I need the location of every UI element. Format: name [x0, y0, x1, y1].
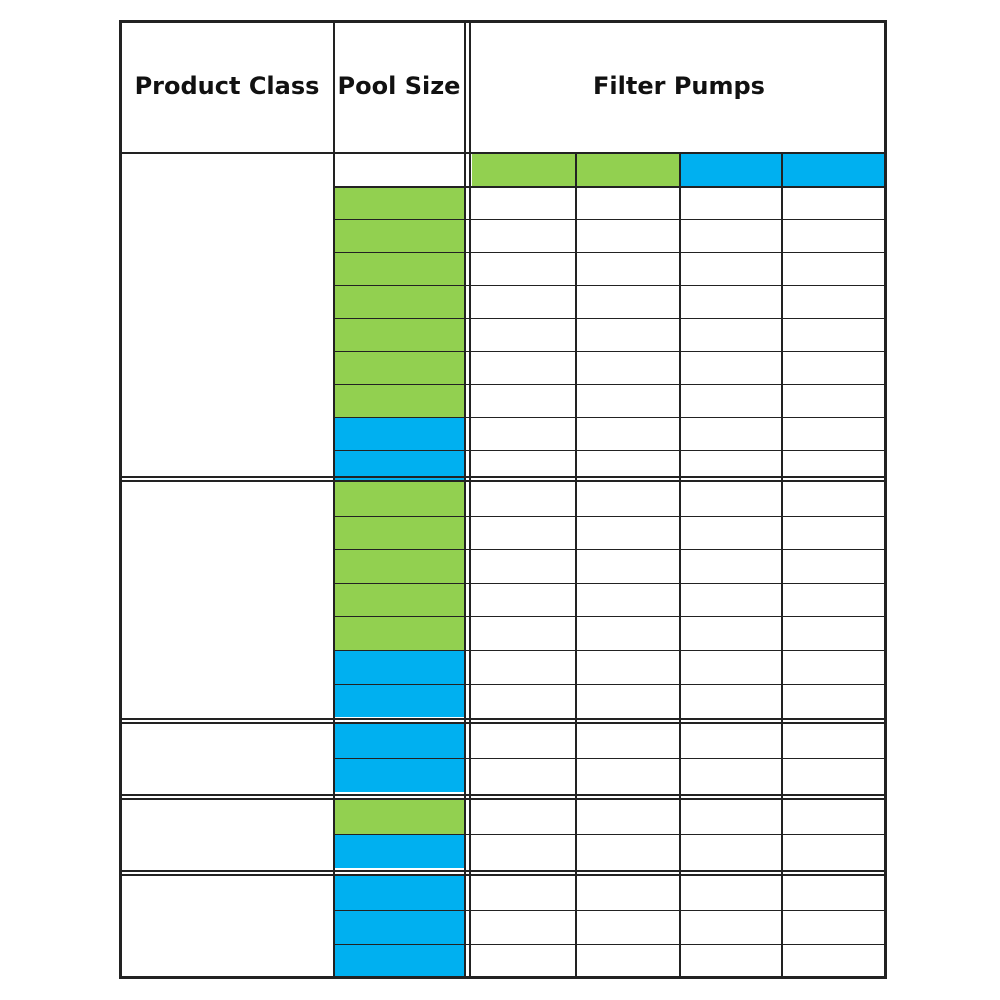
compat-mark — [680, 516, 782, 550]
compat-mark — [472, 252, 576, 285]
pump-header-3 — [782, 152, 886, 186]
compat-mark — [680, 650, 782, 684]
group-separator-top — [120, 476, 886, 478]
compat-mark — [680, 583, 782, 617]
row-divider — [334, 318, 886, 319]
row-divider — [334, 616, 886, 617]
compat-mark — [576, 800, 680, 834]
compat-mark — [782, 758, 886, 792]
compat-mark — [576, 583, 680, 617]
pool-size-cell — [334, 724, 464, 758]
compat-mark — [680, 910, 782, 944]
row-divider — [334, 944, 886, 945]
compat-mark — [576, 384, 680, 417]
compat-mark — [576, 252, 680, 285]
pool-size-cell — [334, 758, 464, 792]
pool-size-cell — [334, 186, 464, 219]
pool-size-cell — [334, 834, 464, 868]
row-divider — [334, 758, 886, 759]
compat-mark — [472, 684, 576, 718]
compat-mark — [472, 583, 576, 617]
size-column-border — [464, 20, 466, 979]
pool-size-cell — [334, 417, 464, 450]
compat-mark — [680, 285, 782, 318]
compat-mark — [472, 285, 576, 318]
compat-mark — [472, 650, 576, 684]
compat-mark — [680, 219, 782, 252]
compat-mark — [782, 450, 886, 483]
row-divider — [334, 351, 886, 352]
compat-mark — [472, 384, 576, 417]
compat-mark — [576, 616, 680, 650]
compat-mark — [576, 219, 680, 252]
pool-size-cell — [334, 482, 464, 516]
compat-mark — [472, 876, 576, 910]
compat-mark — [576, 516, 680, 550]
compat-mark — [782, 684, 886, 718]
row-divider — [334, 219, 886, 220]
compat-mark — [472, 417, 576, 450]
compat-mark — [680, 758, 782, 792]
compat-mark — [680, 876, 782, 910]
compat-mark — [680, 724, 782, 758]
compat-mark — [680, 684, 782, 718]
subheader-bottom-border — [334, 186, 886, 188]
pool-size-cell — [334, 684, 464, 718]
compat-mark — [576, 351, 680, 384]
compat-mark — [576, 910, 680, 944]
row-divider — [334, 650, 886, 651]
group-separator-bottom — [120, 480, 886, 482]
compat-mark — [782, 944, 886, 978]
pool-size-cell — [334, 516, 464, 550]
pool-size-cell — [334, 944, 464, 978]
compat-mark — [680, 549, 782, 583]
pool-size-cell — [334, 876, 464, 910]
compat-mark — [680, 186, 782, 219]
group-separator-bottom — [120, 874, 886, 876]
compat-mark — [472, 482, 576, 516]
outer-right-border — [884, 20, 887, 979]
header-bottom-border — [120, 152, 886, 154]
compat-mark — [782, 549, 886, 583]
compat-mark — [782, 318, 886, 351]
compat-mark — [472, 186, 576, 219]
compat-mark — [576, 285, 680, 318]
pool-size-cell — [334, 910, 464, 944]
compat-mark — [782, 186, 886, 219]
row-divider — [334, 516, 886, 517]
class-column-border — [333, 20, 335, 979]
group-separator-bottom — [120, 798, 886, 800]
row-divider — [334, 417, 886, 418]
product-class-header: Product Class — [134, 72, 320, 100]
row-divider — [334, 450, 886, 451]
compat-mark — [782, 351, 886, 384]
compat-mark — [472, 450, 576, 483]
size-column-double-border — [469, 20, 471, 979]
pool-size-cell — [334, 800, 464, 834]
compat-mark — [472, 800, 576, 834]
pool-size-header: Pool Size — [337, 72, 461, 100]
group-separator-top — [120, 718, 886, 720]
compat-mark — [782, 417, 886, 450]
compat-mark — [782, 724, 886, 758]
compat-mark — [576, 650, 680, 684]
pump-column-border — [679, 152, 681, 979]
compat-mark — [472, 910, 576, 944]
compat-mark — [472, 549, 576, 583]
row-divider — [334, 583, 886, 584]
pump-header-0 — [472, 152, 576, 186]
pump-header-2 — [680, 152, 782, 186]
compat-mark — [680, 450, 782, 483]
compat-mark — [782, 650, 886, 684]
compat-mark — [782, 252, 886, 285]
compat-mark — [576, 186, 680, 219]
compat-mark — [782, 583, 886, 617]
product-class-label — [120, 800, 334, 870]
compat-mark — [782, 285, 886, 318]
pool-size-cell — [334, 616, 464, 650]
pool-size-cell — [334, 318, 464, 351]
compat-mark — [680, 944, 782, 978]
compat-mark — [576, 549, 680, 583]
compat-mark — [576, 944, 680, 978]
row-divider — [334, 252, 886, 253]
product-class-label — [120, 724, 334, 794]
compat-mark — [782, 482, 886, 516]
row-divider — [334, 549, 886, 550]
compat-mark — [472, 834, 576, 868]
compat-mark — [472, 318, 576, 351]
compat-mark — [576, 876, 680, 910]
compat-mark — [680, 800, 782, 834]
compat-mark — [680, 482, 782, 516]
compat-mark — [472, 351, 576, 384]
compat-mark — [680, 417, 782, 450]
group-separator-top — [120, 870, 886, 872]
filter-pumps-header: Filter Pumps — [593, 72, 765, 100]
outer-top-border — [120, 20, 886, 23]
pump-column-border — [575, 152, 577, 979]
product-class-label — [120, 482, 334, 718]
compat-mark — [680, 384, 782, 417]
compat-mark — [472, 758, 576, 792]
compat-mark — [576, 318, 680, 351]
compat-mark — [680, 318, 782, 351]
outer-bottom-border — [120, 976, 886, 979]
pool-size-cell — [334, 450, 464, 483]
compat-mark — [782, 516, 886, 550]
product-class-label — [120, 152, 334, 476]
compat-mark — [472, 219, 576, 252]
row-divider — [334, 834, 886, 835]
pool-size-cell — [334, 549, 464, 583]
pool-size-cell — [334, 650, 464, 684]
compat-mark — [782, 384, 886, 417]
compat-mark — [576, 482, 680, 516]
compat-mark — [576, 684, 680, 718]
row-divider — [334, 910, 886, 911]
compat-mark — [680, 252, 782, 285]
outer-left-border — [119, 20, 122, 979]
compat-mark — [782, 910, 886, 944]
pump-header-1 — [576, 152, 680, 186]
compat-mark — [782, 876, 886, 910]
compat-mark — [472, 616, 576, 650]
group-separator-bottom — [120, 722, 886, 724]
compat-mark — [680, 351, 782, 384]
pool-size-cell — [334, 252, 464, 285]
product-class-label — [120, 876, 334, 979]
compat-mark — [472, 944, 576, 978]
row-divider — [334, 684, 886, 685]
pool-size-cell — [334, 219, 464, 252]
compat-mark — [680, 616, 782, 650]
row-divider — [334, 384, 886, 385]
pool-size-cell — [334, 384, 464, 417]
compat-mark — [576, 724, 680, 758]
compat-mark — [576, 450, 680, 483]
row-divider — [334, 285, 886, 286]
compat-mark — [472, 724, 576, 758]
pool-size-cell — [334, 583, 464, 617]
compat-mark — [782, 800, 886, 834]
compat-mark — [782, 834, 886, 868]
compat-mark — [472, 516, 576, 550]
compat-mark — [782, 616, 886, 650]
compat-mark — [782, 219, 886, 252]
compat-mark — [576, 758, 680, 792]
compat-mark — [680, 834, 782, 868]
group-separator-top — [120, 794, 886, 796]
compat-mark — [576, 417, 680, 450]
pump-column-border — [781, 152, 783, 979]
pool-size-cell — [334, 285, 464, 318]
compat-mark — [576, 834, 680, 868]
pool-size-cell — [334, 351, 464, 384]
